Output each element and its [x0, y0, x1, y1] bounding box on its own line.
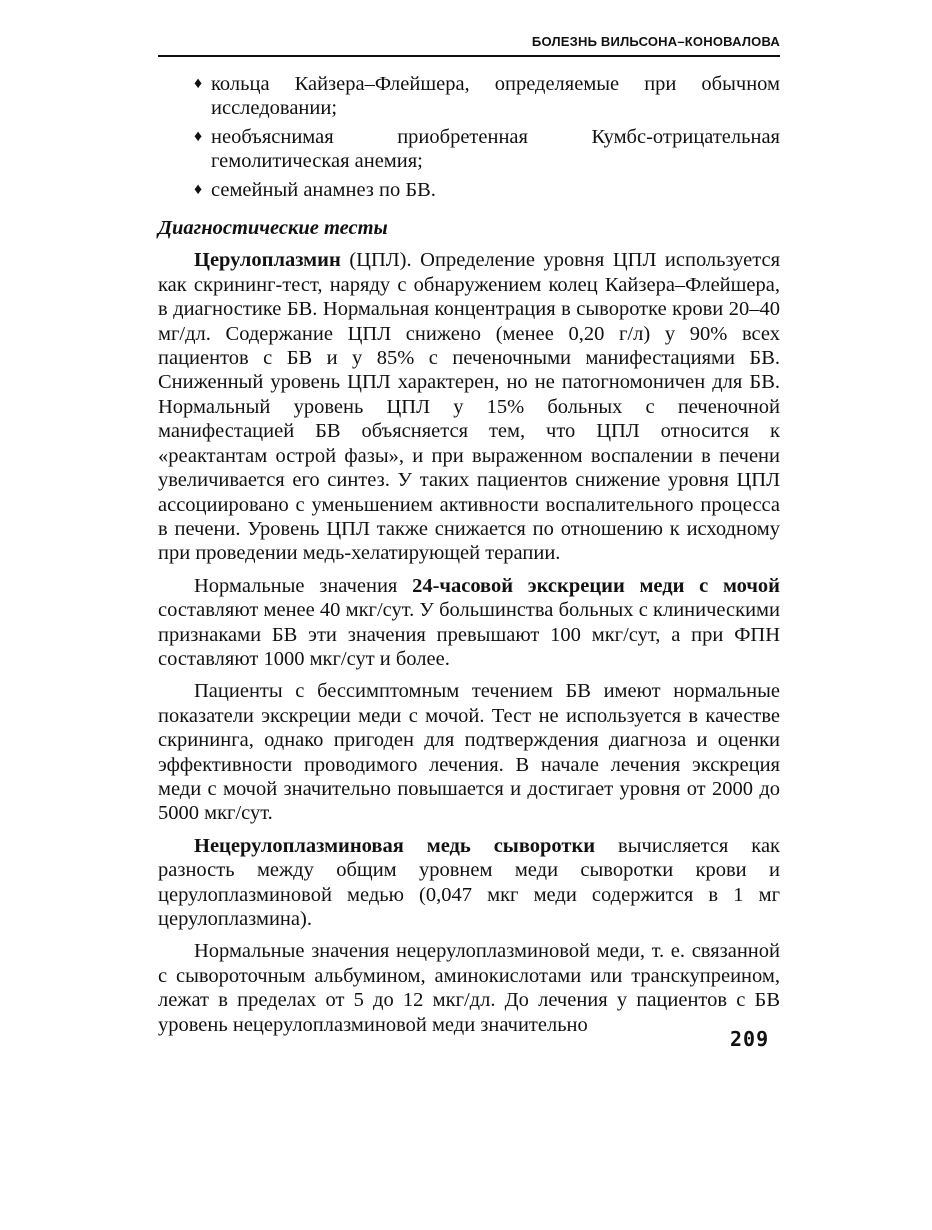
page-body — [158, 72, 780, 1045]
paragraph-ceruloplasmin — [158, 248, 780, 565]
paragraph-text: Нормальные значения нецерулоплазминовой меди, т. е. связанной с сывороточным альбумином, аминокислотами или транскупреином, лежат в пределах от 5 до 12 мкг/дл. До лечения у пациентов с БВ уровень нецерулоплазминовой меди значительно — [158, 940, 780, 1036]
term-bold: Нецерулоплазминовая медь сыворотки — [194, 834, 596, 857]
paragraph-urinary-copper — [158, 574, 780, 672]
section-heading: Диагностические тесты — [158, 217, 388, 240]
paragraph-text: (ЦПЛ). Определение уровня ЦПЛ используется как скрининг-тест, наряду с обнаружением колец Кайзера–Флейшера, в диагностике БВ. Нормальная концентрация в сыворотке крови 20–40 мг/дл. Содержание ЦПЛ снижено (менее 0,20 г/л) у 90% всех пациентов с БВ и у 85% с печеночными манифестациями БВ. Сниженный уровень ЦПЛ характерен, но не патогномоничен для БВ. Нормальный уровень ЦПЛ у 15% больных с печеночной манифестацией БВ объясняется тем, что ЦПЛ относится к «реактантам острой фазы», и при выраженном воспалении в печени увеличивается его синтез. У таких пациентов снижение уровня ЦПЛ ассоциировано с уменьшением активности воспалительного процесса в печени. Уровень ЦПЛ также снижается по отношению к исходному при проведении медь-хелатирующей терапии. — [158, 249, 780, 565]
list-item — [158, 178, 780, 202]
paragraph-text: Нормальные значения — [194, 574, 413, 597]
diamond-bullet-icon: ♦ — [194, 127, 203, 145]
paragraph-text: вычисляется как разность между общим уровнем меди сыворотки крови и церулоплазминовой медью (0,047 мкг меди содержится в 1 мг церулоплазмина). — [158, 834, 780, 930]
criteria-list — [158, 72, 780, 202]
page-number: 209 — [730, 1027, 770, 1051]
paragraph-text: составляют менее 40 мкг/сут. У большинства больных с клиническими признаками БВ эти значения превышают 100 мкг/сут, а при ФПН составляют 1000 мкг/сут и более. — [158, 599, 780, 670]
diamond-bullet-icon: ♦ — [194, 180, 203, 198]
paragraph-normal-values — [158, 939, 780, 1037]
term-bold: 24-часовой экскреции меди с мочой — [412, 574, 780, 597]
list-item-text: семейный анамнез по БВ. — [211, 178, 436, 201]
list-item-text: кольца Кайзера–Флейшера, определяемые при обычном исследовании; — [211, 73, 780, 120]
term-bold: Церулоплазмин — [194, 249, 341, 272]
list-item-text: необъяснимая приобретенная Кумбс-отрицательная гемолитическая анемия; — [211, 125, 780, 173]
list-item — [158, 72, 780, 121]
paragraph-free-copper — [158, 834, 780, 932]
list-item — [158, 125, 780, 174]
paragraph-text: Пациенты с бессимптомным течением БВ имеют нормальные показатели экскреции меди с мочой. Тест не используется в качестве скрининга, однако пригоден для подтверждения диагноза и оценки эффективности проводимого лечения. В начале лечения экскреция меди с мочой значительно повышается и достигает уровня от 2000 до 5000 мкг/сут. — [158, 680, 780, 825]
diamond-bullet-icon: ♦ — [194, 75, 203, 92]
running-header: БОЛЕЗНЬ ВИЛЬСОНА–КОНОВАЛОВА — [158, 34, 780, 57]
paragraph-asymptomatic — [158, 679, 780, 825]
